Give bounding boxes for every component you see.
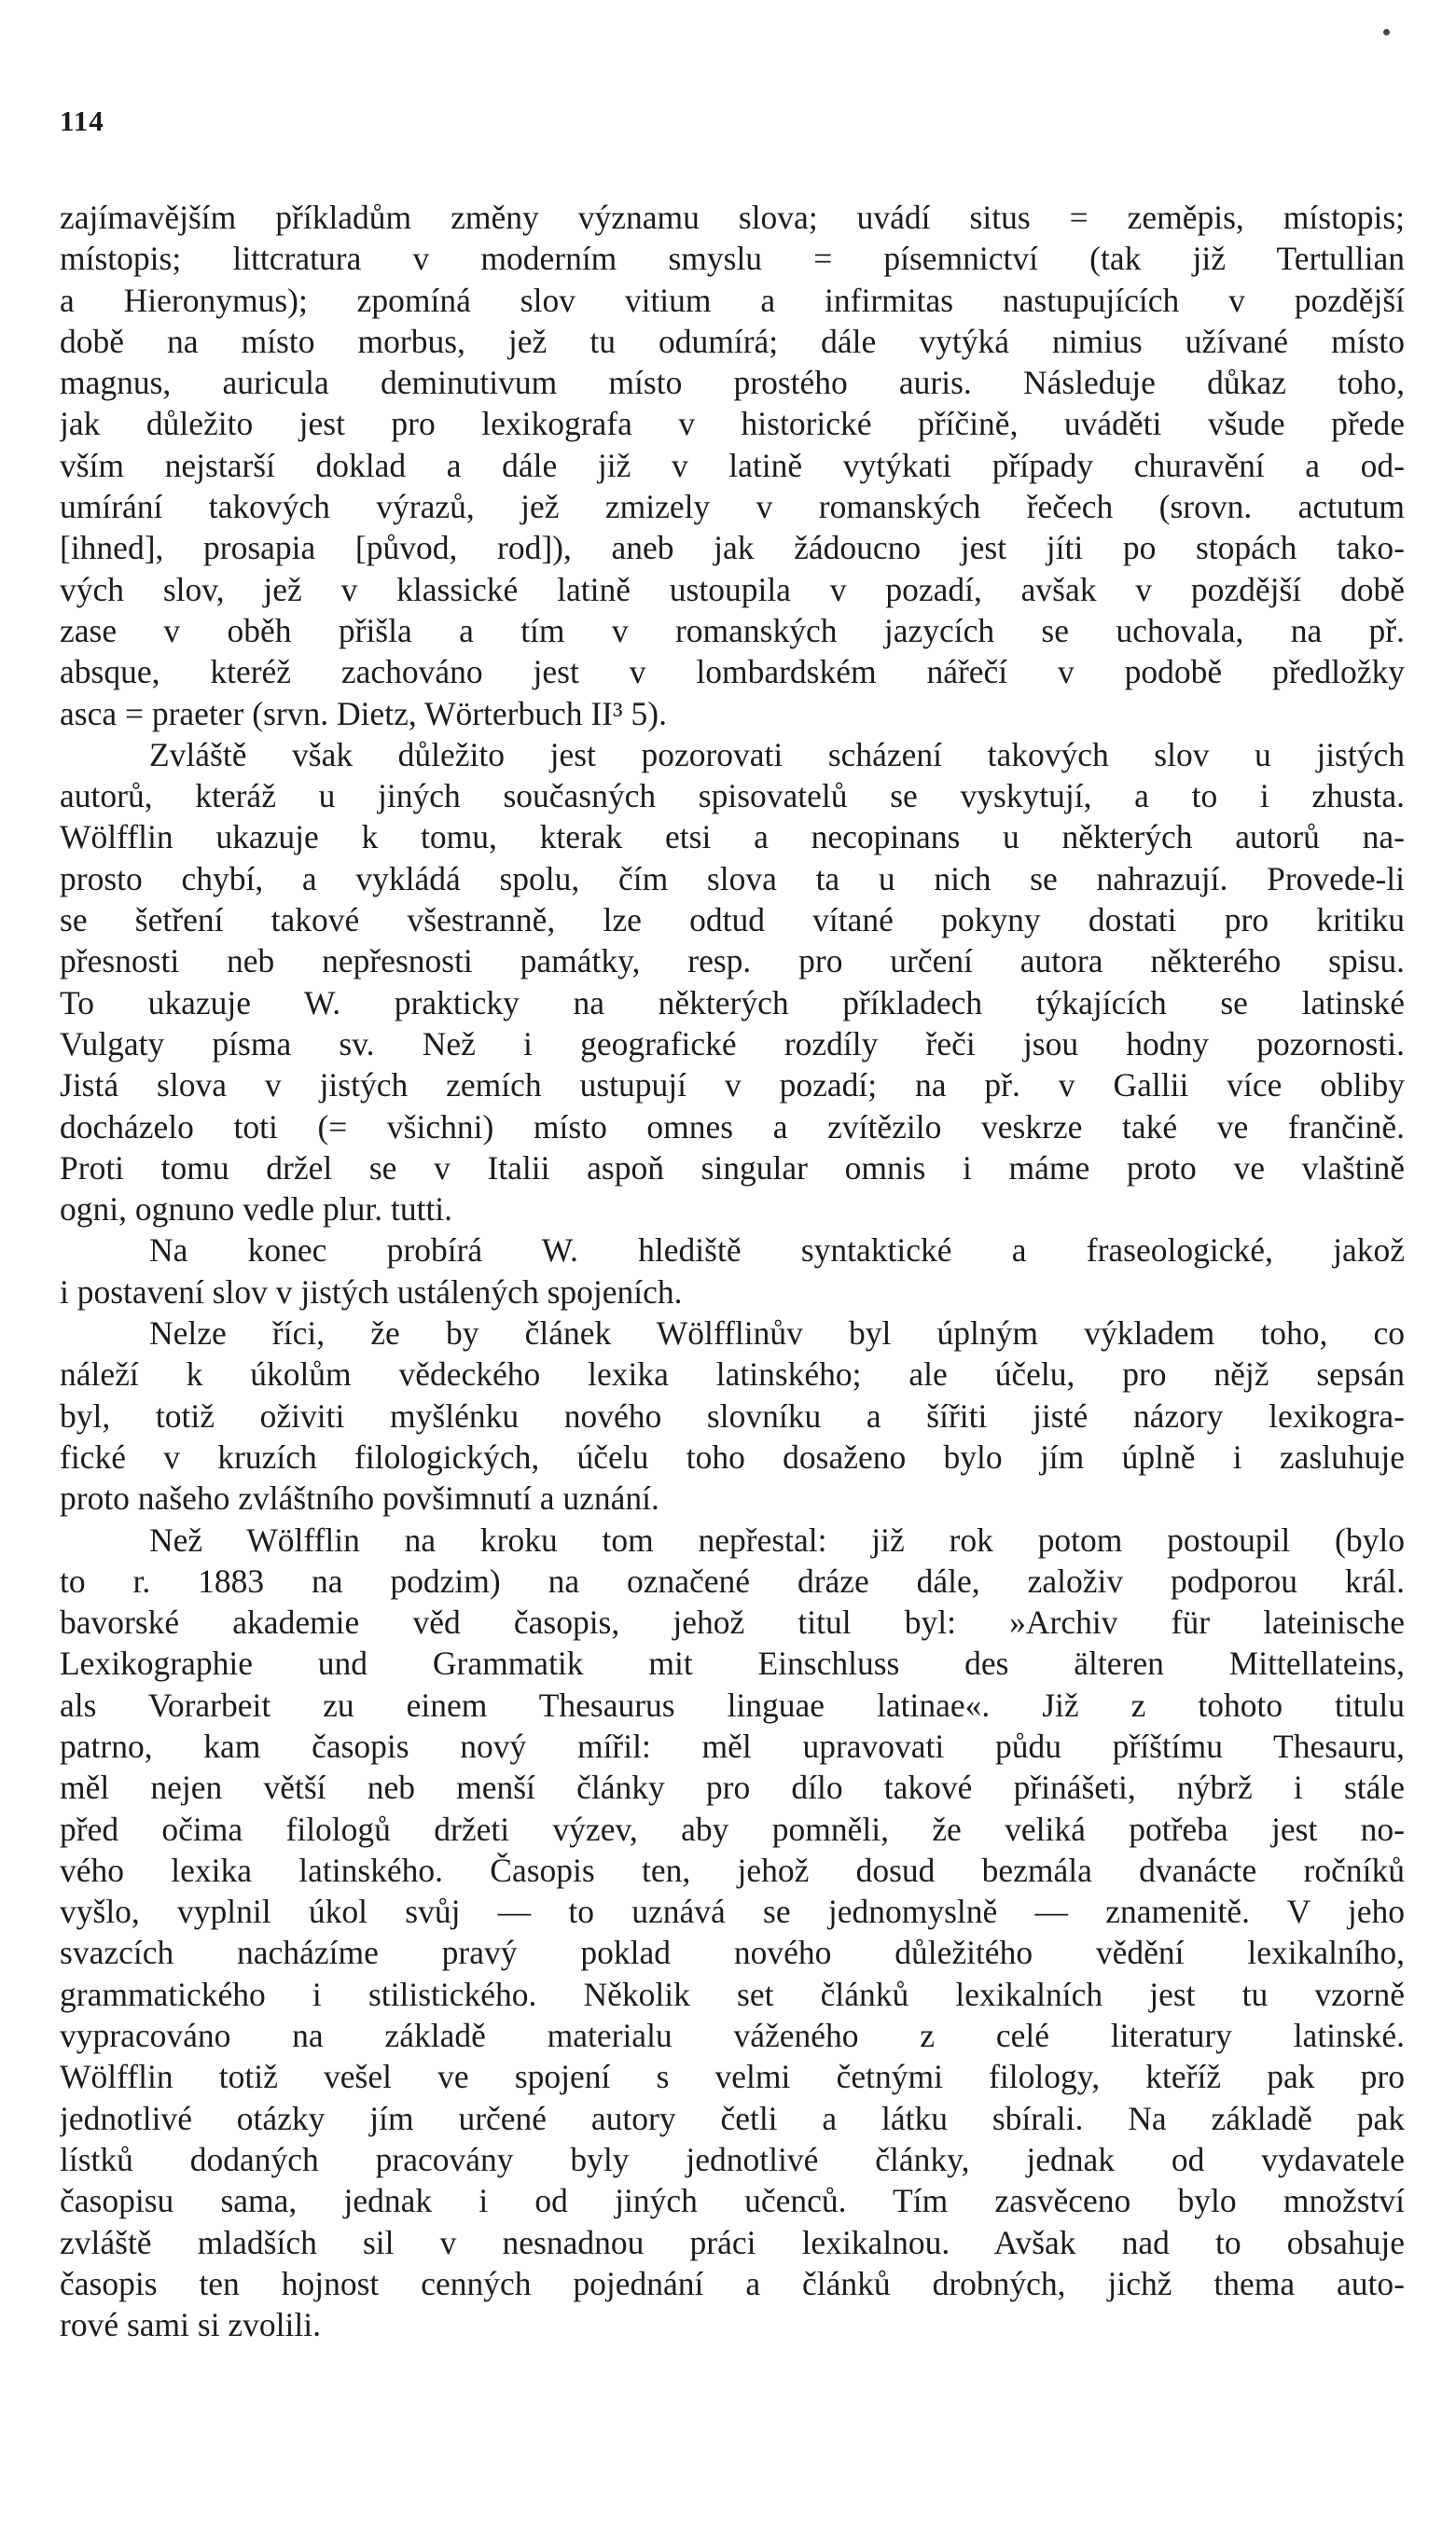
text-line: přesnosti neb nepřesnosti památky, resp. pro určení autora některého spisu.	[60, 942, 1405, 980]
text-line: [ihned], prosapia [původ, rod]), aneb jak žádoucno jest jíti po stopách tako-	[60, 529, 1405, 567]
text-line: Wölfflin ukazuje k tomu, kterak etsi a necopinans u některých autorů na-	[60, 818, 1405, 856]
text-line: době na místo morbus, jež tu odumírá; dále vytýká nimius užívané místo	[60, 322, 1405, 360]
text-line: Nelze říci, že by článek Wölfflinův byl úplným výkladem toho, co	[149, 1314, 1405, 1353]
text-line: grammatického i stilistického. Několik set článků lexikalních jest tu vzorně	[60, 1975, 1405, 2013]
text-line: vých slov, jež v klassické latině ustoupila v pozadí, avšak v pozdější době	[60, 570, 1405, 608]
text-line: měl nejen větší neb menší články pro dílo takové přinášeti, nýbrž i stále	[60, 1769, 1405, 1807]
text-line: lístků dodaných pracovány byly jednotlivé články, jednak od vydavatele	[60, 2140, 1405, 2178]
text-line: Wölfflin totiž vešel ve spojení s velmi četnými filology, kteříž pak pro	[60, 2058, 1405, 2096]
text-line: Lexikographie und Grammatik mit Einschluss des älteren Mittellateins,	[60, 1645, 1405, 1683]
text-line: docházelo toti (= všichni) místo omnes a zvítězilo veskrze také ve frančině.	[60, 1107, 1405, 1146]
text-line: náleží k úkolům vědeckého lexika latinského; ale účelu, pro nějž sepsán	[60, 1355, 1405, 1394]
text-line: To ukazuje W. prakticky na některých příkladech týkajících se latinské	[60, 983, 1405, 1021]
text-line: absque, kteréž zachováno jest v lombardském nářečí v podobě předložky	[60, 653, 1405, 691]
text-line: jednotlivé otázky jím určené autory četli a látku sbírali. Na základě pak	[60, 2099, 1405, 2137]
text-line: místopis; littcratura v moderním smyslu = písemnictví (tak již Tertullian	[60, 240, 1405, 278]
text-line: svazcích nacházíme pravý poklad nového důležitého vědění lexikalního,	[60, 1934, 1405, 1972]
text-line: proto našeho zvláštního povšimnutí a uznání.	[60, 1479, 659, 1518]
text-line: a Hieronymus); zpomíná slov vitium a infirmitas nastupujících v pozdější	[60, 281, 1405, 319]
text-line: Na konec probírá W. hlediště syntaktické a fraseologické, jakož	[149, 1231, 1405, 1270]
text-line: zajímavějším příkladům změny významu slova; uvádí situs = zeměpis, místopis;	[60, 199, 1405, 236]
text-line: fické v kruzích filologických, účelu toho dosaženo bylo jím úplně i zasluhuje	[60, 1438, 1405, 1476]
text-line: Vulgaty písma sv. Než i geografické rozdíly řeči jsou hodny pozornosti.	[60, 1024, 1405, 1063]
text-line: se šetření takové všestranně, lze odtud vítané pokyny dostati pro kritiku	[60, 901, 1405, 939]
text-line: zase v oběh přišla a tím v romanských jazycích se uchovala, na př.	[60, 611, 1405, 649]
text-line: Než Wölfflin na kroku tom nepřestal: již rok potom postoupil (bylo	[149, 1521, 1405, 1559]
text-line: časopisu sama, jednak i od jiných učenců. Tím zasvěceno bylo množství	[60, 2182, 1405, 2220]
text-line: magnus, auricula deminutivum místo prostého auris. Následuje důkaz toho,	[60, 364, 1405, 402]
text-line: časopis ten hojnost cenných pojednání a článků drobných, jichž thema auto-	[60, 2264, 1405, 2302]
text-line: vypracováno na základě materialu váženého z celé literatury latinské.	[60, 2017, 1405, 2055]
text-line: als Vorarbeit zu einem Thesaurus linguae latinae«. Již z tohoto titulu	[60, 1686, 1405, 1724]
text-line: byl, totiž oživiti myšlénku nového slovníku a šířiti jisté názory lexikogra-	[60, 1396, 1405, 1435]
text-line: patrno, kam časopis nový mířil: měl upravovati půdu příštímu Thesauru,	[60, 1727, 1405, 1765]
text-line: vším nejstarší doklad a dále již v latině vytýkati případy churavění a od-	[60, 446, 1405, 484]
text-line: prosto chybí, a vykládá spolu, čím slova ta u nich se nahrazují. Provede-li	[60, 859, 1405, 897]
corner-mark	[1383, 29, 1390, 35]
body-text	[60, 197, 1405, 2345]
text-line: umírání takových výrazů, jež zmizely v romanských řečech (srovn. actutum	[60, 488, 1405, 526]
text-line: Zvláště však důležito jest pozorovati scházení takových slov u jistých	[149, 735, 1405, 773]
text-line: bavorské akademie věd časopis, jehož titul byl: »Archiv für lateinische	[60, 1604, 1405, 1642]
text-line: asca = praeter (srvn. Dietz, Wörterbuch II³ 5).	[60, 694, 667, 732]
text-line: autorů, kteráž u jiných současných spisovatelů se vyskytují, a to i zhusta.	[60, 777, 1405, 815]
text-line: Proti tomu držel se v Italii aspoň singular omnis i máme proto ve vlaštině	[60, 1148, 1405, 1187]
text-line: vyšlo, vyplnil úkol svůj — to uznává se jednomyslně — znamenitě. V jeho	[60, 1893, 1405, 1931]
text-line: Jistá slova v jistých zemích ustupují v pozadí; na př. v Gallii více obliby	[60, 1066, 1405, 1104]
text-line: před očima filologů držeti výzev, aby pomněli, že veliká potřeba jest no-	[60, 1810, 1405, 1848]
text-line: vého lexika latinského. Časopis ten, jehož dosud bezmála dvanácte ročníků	[60, 1851, 1405, 1889]
text-line: zvláště mladších sil v nesnadnou práci lexikalnou. Avšak nad to obsahuje	[60, 2223, 1405, 2261]
text-line: ogni, ognuno vedle plur. tutti.	[60, 1190, 453, 1229]
text-line: rové sami si zvolili.	[60, 2306, 322, 2344]
text-line: i postavení slov v jistých ustálených spojeních.	[60, 1272, 683, 1311]
page-number: 114	[60, 104, 104, 137]
text-line: to r. 1883 na podzim) na označené dráze dále, založiv podporou král.	[60, 1562, 1405, 1600]
text-line: jak důležito jest pro lexikografa v historické příčině, uváděti všude přede	[60, 405, 1405, 443]
